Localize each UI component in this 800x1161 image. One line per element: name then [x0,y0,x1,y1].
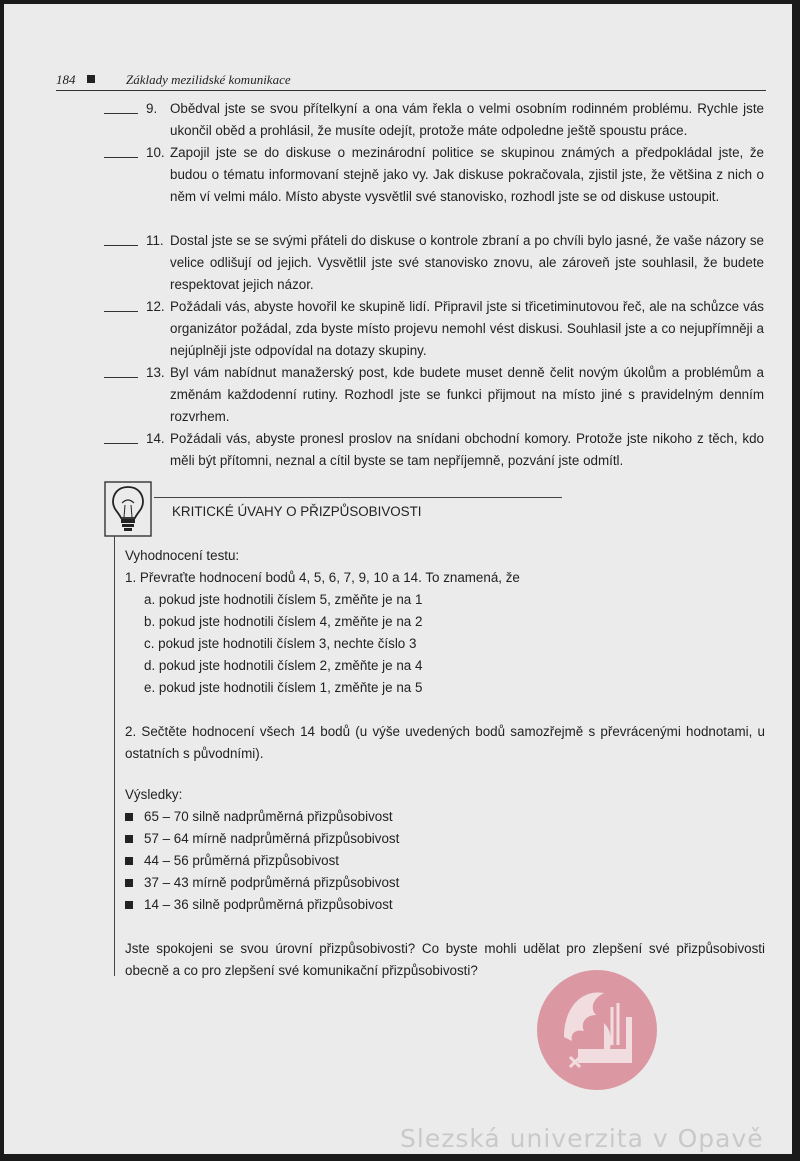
section-title: KRITICKÉ ÚVAHY O PŘIZPŮSOBIVOSTI [172,504,422,519]
substep: c. pokud jste hodnotili číslem 3, nechte číslo 3 [144,636,417,651]
answer-blank[interactable] [104,113,138,114]
evaluation-label: Vyhodnocení testu: [125,548,240,563]
question-item [104,428,764,472]
substep: d. pokud jste hodnotili číslem 2, změňte je na 4 [144,658,423,673]
question-number: 14. [146,431,165,446]
result-item: 65 – 70 silně nadprůměrná přizpůsobivost [144,809,393,824]
bullet-square-icon [125,901,133,909]
question-text: Požádali vás, abyste pronesl proslov na snídani obchodní komory. Protože jste nikoho z těch, kdo měli být přítomni, neznal a cítil byste se tam nepříjemně, pozvání jste odmítl. [170,431,764,468]
bullet-square-icon [125,857,133,865]
question-item [104,230,764,296]
question-text: Obědval jste se svou přítelkyní a ona vám řekla o velmi osobním rodinném problému. Rychle jste ukončil oběd a prohlásil, že musíte odejít, protože máte odpoledne ještě spoustu práce. [170,101,764,138]
result-item: 44 – 56 průměrná přizpůsobivost [144,853,340,868]
question-item [104,142,764,230]
closing-paragraph: Jste spokojeni se svou úrovní přizpůsobivosti? Co byste mohli udělat pro zlepšení své přizpůsobivosti obecně a co pro zlepšení své komunikační přizpůsobivosti? [125,941,765,978]
question-item [104,296,764,362]
question-number: 10. [146,145,165,160]
answer-blank[interactable] [104,443,138,444]
substep: b. pokud jste hodnotili číslem 4, změňte je na 2 [144,614,423,629]
answer-blank[interactable] [104,377,138,378]
result-item: 14 – 36 silně podprůměrná přizpůsobivost [144,897,393,912]
header-square-icon [87,75,95,83]
results-label: Výsledky: [125,787,183,802]
bullet-square-icon [125,879,133,887]
university-seal-icon [534,967,660,1093]
section-left-rule [114,536,115,976]
substep: e. pokud jste hodnotili číslem 1, změňte je na 5 [144,680,423,695]
document-page [4,4,792,1154]
substep: a. pokud jste hodnotili číslem 5, změňte je na 1 [144,592,423,607]
question-number: 11. [146,233,164,248]
instruction-step-2: 2. Sečtěte hodnocení všech 14 bodů (u výše uvedených bodů samozřejmě s převrácenými hodnotami, u ostatních s původními). [125,724,765,761]
answer-blank[interactable] [104,245,138,246]
section-top-rule [154,497,562,498]
result-item: 37 – 43 mírně podprůměrná přizpůsobivost [144,875,400,890]
running-header [56,70,766,91]
question-item [104,98,764,142]
page-number: 184 [56,72,76,87]
answer-blank[interactable] [104,311,138,312]
result-item: 57 – 64 mírně nadprůměrná přizpůsobivost [144,831,400,846]
lightbulb-icon [104,481,152,537]
instruction-step-1: 1. Převraťte hodnocení bodů 4, 5, 6, 7, 9, 10 a 14. To znamená, že [125,570,520,585]
answer-blank[interactable] [104,157,138,158]
question-number: 9. [146,101,158,116]
question-text: Požádali vás, abyste hovořil ke skupině lidí. Připravil jste si třicetiminutovou řeč, ale na schůzce vás organizátor požádal, zda byste místo projevu nemohl vést diskusi. Souhlasil jste a co nejupřímněji a nejúplněji jste odpovídal na dotazy skupiny. [170,299,764,358]
question-text: Byl vám nabídnut manažerský post, kde budete muset denně čelit novým úkolům a problémům a změnám každodenní rutiny. Rozhodl jste se funkci přijmout na místo jiné s pravidelným denním rozvrhem. [170,365,764,424]
university-watermark: Slezská univerzita v Opavě [400,1124,764,1153]
question-number: 13. [146,365,165,380]
question-number: 12. [146,299,165,314]
running-title: Základy mezilidské komunikace [126,72,291,87]
question-text: Zapojil jste se do diskuse o mezinárodní politice se skupinou známých a předpokládal jste, že budou o tématu informovaní stejně jako vy. Jak diskuse pokračovala, zjistil jste, že většina z nich o něm ví velmi málo. Místo abyste vysvětlil své stanovisko, rozhodl jste se od diskuse ustoupit. [170,145,764,204]
bullet-square-icon [125,813,133,821]
question-item [104,362,764,428]
question-text: Dostal jste se se svými přáteli do diskuse o kontrole zbraní a po chvíli bylo jasné, že vaše názory se velice odlišují od jejich. Vysvětlil jste své stanovisko znovu, ale zároveň jste souhlasil, že budete respektovat jejich názor. [170,233,764,292]
bullet-square-icon [125,835,133,843]
